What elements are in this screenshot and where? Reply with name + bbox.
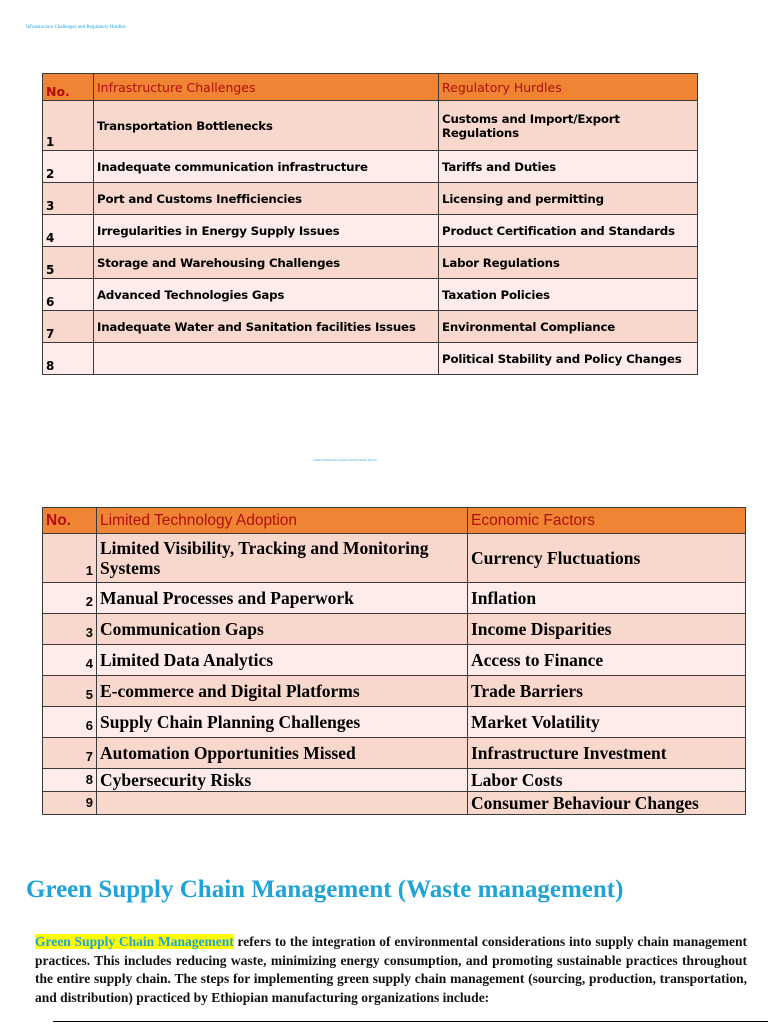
row-number: 2	[43, 151, 94, 183]
row-number: 8	[43, 769, 97, 792]
economic-cell: Consumer Behaviour Changes	[468, 792, 746, 815]
table-row	[43, 738, 746, 769]
column-header-no: No.	[43, 508, 97, 534]
table-row	[43, 645, 746, 676]
table2-caption: Limited Technology Adoption and Economic Factors	[313, 458, 377, 462]
column-header-economic: Economic Factors	[468, 508, 746, 534]
economic-cell: Infrastructure Investment	[468, 738, 746, 769]
economic-cell: Labor Costs	[468, 769, 746, 792]
row-number: 5	[43, 247, 94, 279]
section-paragraph	[35, 933, 747, 1007]
infrastructure-cell	[94, 343, 439, 375]
economic-cell: Currency Fluctuations	[468, 534, 746, 583]
table1-caption: Infrastructure Challenges and Regulatory Hurdles	[26, 25, 126, 30]
row-number: 3	[43, 614, 97, 645]
row-number: 5	[43, 676, 97, 707]
infrastructure-cell: Port and Customs Inefficiencies	[94, 183, 439, 215]
technology-cell: Automation Opportunities Missed	[97, 738, 468, 769]
table-row	[43, 614, 746, 645]
infrastructure-cell: Inadequate communication infrastructure	[94, 151, 439, 183]
infrastructure-cell: Irregularities in Energy Supply Issues	[94, 215, 439, 247]
economic-cell: Market Volatility	[468, 707, 746, 738]
table-row	[43, 247, 698, 279]
table-row	[43, 279, 698, 311]
row-number: 8	[43, 343, 94, 375]
regulatory-cell: Product Certification and Standards	[439, 215, 698, 247]
row-number: 7	[43, 738, 97, 769]
table-header-row	[43, 74, 698, 101]
table-row	[43, 676, 746, 707]
economic-cell: Inflation	[468, 583, 746, 614]
row-number: 6	[43, 707, 97, 738]
technology-cell	[97, 792, 468, 815]
table-row	[43, 769, 746, 792]
table-row	[43, 343, 698, 375]
row-number: 9	[43, 792, 97, 815]
column-header-regulatory: Regulatory Hurdles	[439, 74, 698, 101]
economic-cell: Income Disparities	[468, 614, 746, 645]
technology-cell: Cybersecurity Risks	[97, 769, 468, 792]
row-number: 4	[43, 645, 97, 676]
row-number: 1	[43, 534, 97, 583]
row-number: 3	[43, 183, 94, 215]
row-number: 2	[43, 583, 97, 614]
table-row	[43, 311, 698, 343]
technology-cell: Limited Visibility, Tracking and Monitoring Systems	[97, 534, 468, 583]
row-number: 7	[43, 311, 94, 343]
infrastructure-cell: Advanced Technologies Gaps	[94, 279, 439, 311]
table-row	[43, 534, 746, 583]
infrastructure-regulatory-table	[42, 73, 698, 375]
table-header-row	[43, 508, 746, 534]
table-row	[43, 792, 746, 815]
regulatory-cell: Labor Regulations	[439, 247, 698, 279]
paragraph-text: refers to the integration of environmental considerations into supply chain management practices. This includes reducing waste, minimizing energy consumption, and promoting sustainable practices throughout the entire supply chain. The steps for implementing green supply chain management (sourcing, production, transportation, and distribution) practiced by Ethiopian manufacturing organizations include:	[35, 934, 747, 1005]
table-row	[43, 707, 746, 738]
table-row	[43, 101, 698, 151]
infrastructure-cell: Transportation Bottlenecks	[94, 101, 439, 151]
table-row	[43, 583, 746, 614]
technology-economic-table	[42, 507, 746, 815]
technology-cell: Communication Gaps	[97, 614, 468, 645]
infrastructure-cell: Storage and Warehousing Challenges	[94, 247, 439, 279]
bottom-divider	[53, 1021, 768, 1022]
column-header-technology: Limited Technology Adoption	[97, 508, 468, 534]
table-row	[43, 151, 698, 183]
economic-cell: Access to Finance	[468, 645, 746, 676]
row-number: 4	[43, 215, 94, 247]
row-number: 6	[43, 279, 94, 311]
regulatory-cell: Environmental Compliance	[439, 311, 698, 343]
table-row	[43, 215, 698, 247]
row-number: 1	[43, 101, 94, 151]
table-row	[43, 183, 698, 215]
section-heading: Green Supply Chain Management (Waste management)	[26, 876, 624, 903]
column-header-no: No.	[43, 74, 94, 101]
regulatory-cell: Customs and Import/Export Regulations	[439, 101, 698, 151]
infrastructure-cell: Inadequate Water and Sanitation facilities Issues	[94, 311, 439, 343]
column-header-infrastructure: Infrastructure Challenges	[94, 74, 439, 101]
technology-cell: Manual Processes and Paperwork	[97, 583, 468, 614]
regulatory-cell: Taxation Policies	[439, 279, 698, 311]
highlighted-term: Green Supply Chain Management	[35, 934, 234, 949]
economic-cell: Trade Barriers	[468, 676, 746, 707]
regulatory-cell: Tariffs and Duties	[439, 151, 698, 183]
regulatory-cell: Licensing and permitting	[439, 183, 698, 215]
technology-cell: Supply Chain Planning Challenges	[97, 707, 468, 738]
technology-cell: E-commerce and Digital Platforms	[97, 676, 468, 707]
technology-cell: Limited Data Analytics	[97, 645, 468, 676]
regulatory-cell: Political Stability and Policy Changes	[439, 343, 698, 375]
